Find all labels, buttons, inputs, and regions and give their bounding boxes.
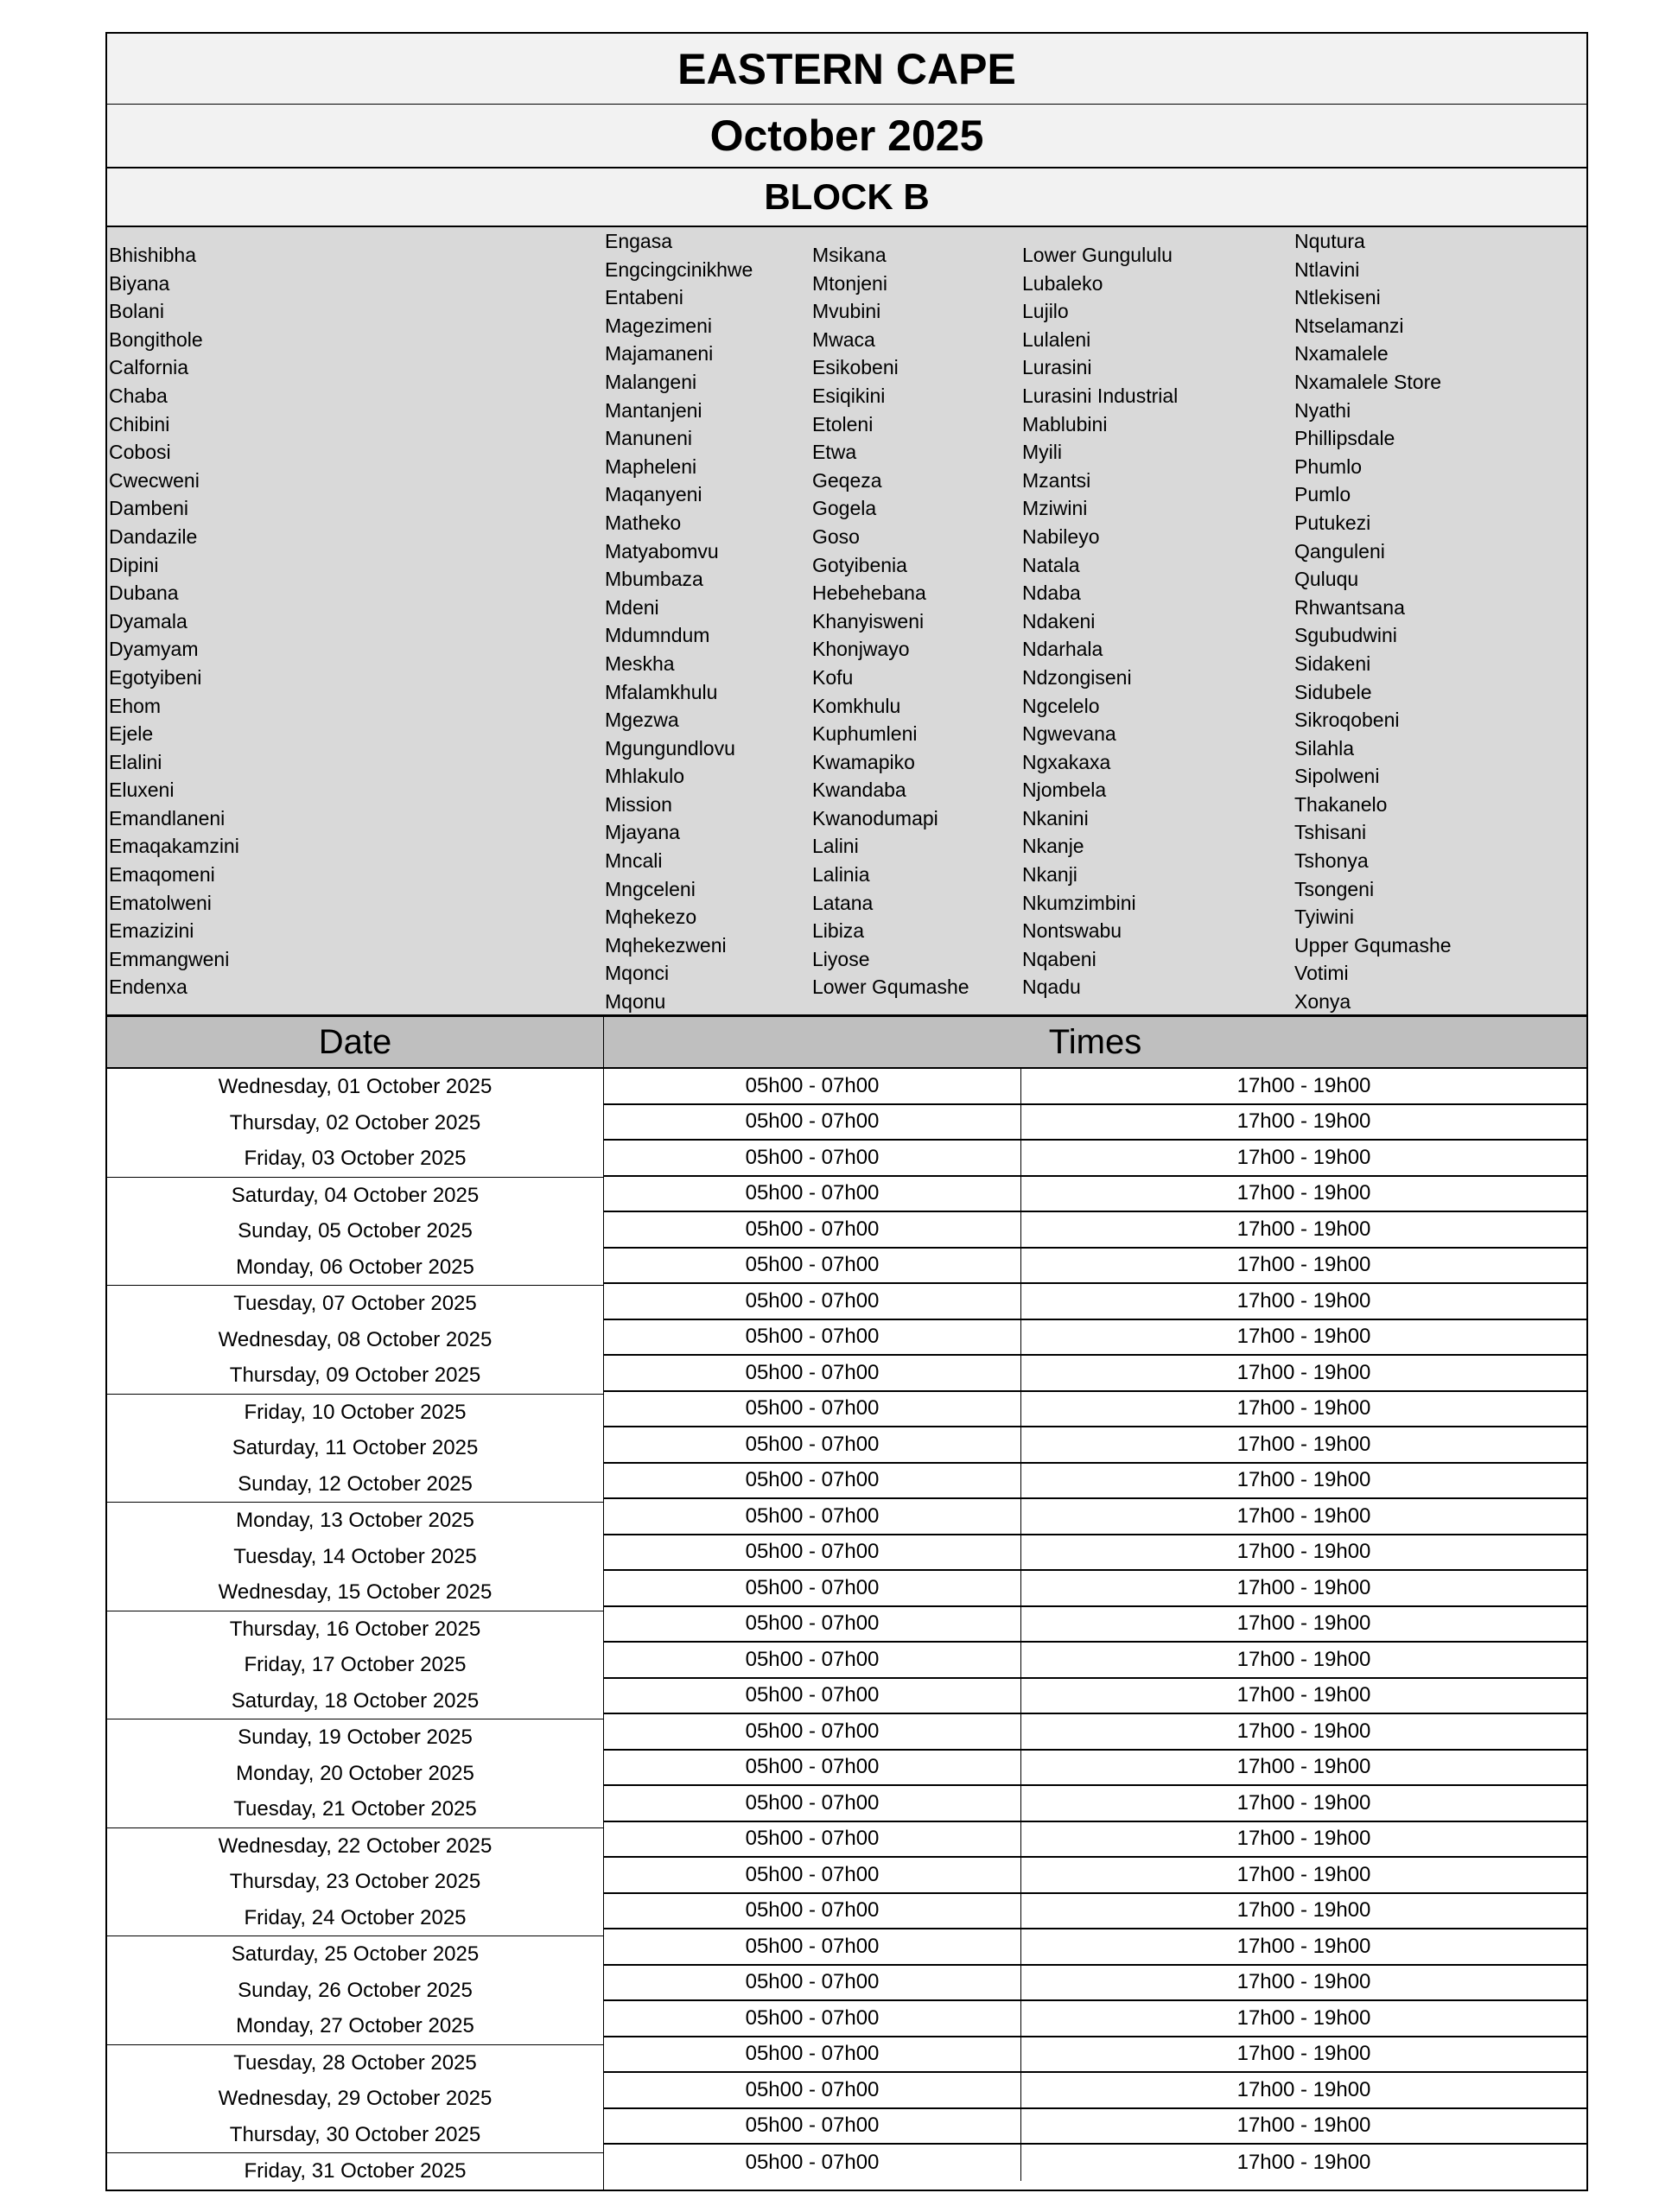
table-row: [604, 1141, 1586, 1177]
morning-slot-cell: 05h00 - 07h00: [604, 1499, 1021, 1534]
table-row: [604, 1356, 1586, 1392]
area-item: Eluxeni: [109, 779, 175, 802]
area-item: Mncali: [605, 849, 663, 873]
areas-list: [107, 227, 1586, 1017]
date-cell: Wednesday, 29 October 2025: [218, 2087, 493, 2110]
area-item: Dambeni: [109, 497, 189, 520]
morning-slot-cell: 05h00 - 07h00: [604, 1069, 1021, 1103]
evening-slot-cell: 17h00 - 19h00: [1236, 1217, 1371, 1241]
morning-slot-cell: 05h00 - 07h00: [604, 1392, 1021, 1427]
evening-slot-cell: 17h00 - 19h00: [1236, 1862, 1371, 1886]
area-item: Matyabomvu: [605, 539, 719, 563]
area-item: Lalini: [812, 835, 859, 858]
area-item: Biyana: [109, 271, 170, 295]
evening-slot-cell: 17h00 - 19h00: [1236, 1934, 1371, 1958]
area-item: Ematolweni: [109, 891, 212, 914]
area-item: Mjayana: [605, 821, 680, 844]
table-row: [604, 1499, 1586, 1535]
schedule-table-header: [107, 1017, 1586, 1069]
date-cell: Wednesday, 15 October 2025: [218, 1580, 493, 1604]
date-group: [107, 2045, 603, 2154]
area-item: Pumlo: [1294, 483, 1351, 506]
table-row: [604, 2145, 1586, 2181]
area-item: Nkanje: [1022, 835, 1084, 858]
area-item: Nxamalele Store: [1294, 370, 1442, 393]
area-item: Rhwantsana: [1294, 595, 1405, 619]
area-item: Emazizini: [109, 919, 194, 943]
table-row: [604, 1858, 1586, 1894]
schedule-table-body: [107, 1069, 1586, 2190]
area-item: Nkanini: [1022, 806, 1089, 830]
evening-slot-cell: 17h00 - 19h00: [1236, 1109, 1371, 1134]
area-item: Nxamalele: [1294, 342, 1389, 365]
area-item: Silahla: [1294, 736, 1355, 760]
area-item: Lubaleko: [1022, 271, 1103, 295]
area-item: Komkhulu: [812, 694, 901, 717]
morning-slot-cell: 05h00 - 07h00: [604, 2109, 1021, 2144]
areas-column-3: [812, 241, 969, 1001]
area-item: Ehom: [109, 694, 162, 717]
area-item: Esiqikini: [812, 384, 886, 407]
area-item: Hebehebana: [812, 582, 926, 605]
table-row: [604, 1929, 1586, 1966]
date-cell: Saturday, 11 October 2025: [232, 1436, 479, 1459]
area-item: Mtonjeni: [812, 271, 887, 295]
area-item: Khonjwayo: [812, 638, 910, 661]
evening-slot-cell: 17h00 - 19h00: [1236, 1432, 1371, 1456]
area-item: Mwaca: [812, 327, 875, 351]
evening-slot-cell: 17h00 - 19h00: [1236, 2150, 1371, 2174]
date-cell: Tuesday, 14 October 2025: [233, 1544, 477, 1568]
morning-slot-cell: 05h00 - 07h00: [604, 2037, 1021, 2072]
evening-slot-cell: 17h00 - 19h00: [1236, 1288, 1371, 1313]
area-item: Phillipsdale: [1294, 427, 1395, 450]
evening-slot-cell: 17h00 - 19h00: [1236, 1683, 1371, 1707]
month-title: October 2025: [107, 105, 1586, 168]
area-item: Geqeza: [812, 468, 882, 492]
area-item: Lower Gungululu: [1022, 244, 1173, 266]
area-item: Tsongeni: [1294, 877, 1375, 900]
area-item: Elalini: [109, 750, 162, 773]
date-cell: Tuesday, 07 October 2025: [233, 1292, 477, 1315]
province-title: EASTERN CAPE: [107, 34, 1586, 105]
date-cell: Friday, 03 October 2025: [244, 1147, 467, 1170]
evening-slot-cell: 17h00 - 19h00: [1236, 1575, 1371, 1599]
morning-slot-cell: 05h00 - 07h00: [604, 1427, 1021, 1462]
area-item: Kwanodumapi: [812, 806, 938, 830]
area-item: Mngceleni: [605, 877, 696, 900]
area-item: Sidubele: [1294, 680, 1372, 703]
morning-slot-cell: 05h00 - 07h00: [604, 1464, 1021, 1498]
area-item: Kwamapiko: [812, 750, 915, 773]
morning-slot-cell: 05h00 - 07h00: [604, 1535, 1021, 1570]
area-item: Lower Gqumashe: [812, 976, 969, 999]
table-row: [604, 1966, 1586, 2002]
morning-slot-cell: 05h00 - 07h00: [604, 1284, 1021, 1319]
morning-slot-cell: 05h00 - 07h00: [604, 1643, 1021, 1677]
area-item: Emaqakamzini: [109, 835, 239, 858]
table-row: [604, 1392, 1586, 1428]
area-item: Chaba: [109, 384, 168, 407]
area-item: Ndarhala: [1022, 638, 1103, 661]
table-row: [604, 1751, 1586, 1787]
area-item: Ndaba: [1022, 582, 1081, 605]
area-item: Msikana: [812, 244, 887, 266]
area-item: Upper Gqumashe: [1294, 933, 1452, 957]
area-item: Lalinia: [812, 863, 870, 887]
evening-slot-cell: 17h00 - 19h00: [1236, 1790, 1371, 1815]
morning-slot-cell: 05h00 - 07h00: [604, 1679, 1021, 1713]
area-item: Votimi: [1294, 962, 1349, 985]
area-item: Qanguleni: [1294, 539, 1385, 563]
area-item: Ntlavini: [1294, 257, 1360, 281]
area-item: Sgubudwini: [1294, 624, 1397, 647]
date-cell: Thursday, 02 October 2025: [229, 1110, 481, 1135]
morning-slot-cell: 05h00 - 07h00: [604, 1141, 1021, 1175]
date-cell: Wednesday, 22 October 2025: [218, 1834, 493, 1858]
evening-slot-cell: 17h00 - 19h00: [1236, 1827, 1371, 1851]
morning-slot-cell: 05h00 - 07h00: [604, 1858, 1021, 1892]
date-cell: Tuesday, 21 October 2025: [233, 1797, 477, 1821]
area-item: Dyamyam: [109, 638, 199, 661]
evening-slot-cell: 17h00 - 19h00: [1236, 1611, 1371, 1636]
evening-slot-cell: 17h00 - 19h00: [1236, 1253, 1371, 1277]
area-item: Nqabeni: [1022, 947, 1096, 970]
area-item: Bolani: [109, 300, 164, 323]
area-item: Nqadu: [1022, 976, 1081, 999]
area-item: Entabeni: [605, 286, 683, 309]
evening-slot-cell: 17h00 - 19h00: [1236, 1468, 1371, 1492]
area-item: Dubana: [109, 582, 179, 605]
area-item: Nqutura: [1294, 230, 1365, 252]
table-row: [604, 1607, 1586, 1643]
evening-slot-cell: 17h00 - 19h00: [1236, 1719, 1371, 1743]
date-cell: Sunday, 26 October 2025: [238, 1978, 473, 2002]
table-row: [604, 1571, 1586, 1607]
table-row: [604, 1249, 1586, 1285]
area-item: Ngwevana: [1022, 722, 1116, 746]
morning-slot-cell: 05h00 - 07h00: [604, 1571, 1021, 1605]
area-item: Mqhekezweni: [605, 933, 727, 957]
area-item: Sipolweni: [1294, 765, 1380, 788]
date-cell: Wednesday, 01 October 2025: [218, 1075, 493, 1098]
date-cell: Saturday, 18 October 2025: [231, 1688, 480, 1713]
area-item: Mgungundlovu: [605, 736, 735, 760]
area-item: Mhlakulo: [605, 765, 685, 788]
area-item: Phumlo: [1294, 454, 1362, 478]
table-row: [604, 1643, 1586, 1679]
area-item: Meskha: [605, 652, 675, 675]
area-item: Thakanelo: [1294, 792, 1388, 816]
area-item: Quluqu: [1294, 568, 1359, 591]
area-item: Engasa: [605, 230, 673, 252]
area-item: Sidakeni: [1294, 652, 1371, 675]
date-cell: Wednesday, 08 October 2025: [218, 1327, 493, 1351]
area-item: Malangeni: [605, 370, 697, 393]
area-item: Ndakeni: [1022, 609, 1096, 632]
table-row: [604, 1464, 1586, 1500]
date-cell: Monday, 13 October 2025: [236, 1509, 474, 1532]
table-row: [604, 2073, 1586, 2109]
table-row: [604, 1427, 1586, 1464]
date-cell: Sunday, 05 October 2025: [238, 1219, 473, 1243]
morning-slot-cell: 05h00 - 07h00: [604, 1177, 1021, 1211]
date-cell: Sunday, 12 October 2025: [238, 1471, 473, 1496]
area-item: Mission: [605, 792, 672, 816]
area-item: Mziwini: [1022, 497, 1088, 520]
area-item: Tyiwini: [1294, 906, 1355, 929]
evening-slot-cell: 17h00 - 19h00: [1236, 2005, 1371, 2030]
date-group: [107, 2153, 603, 2190]
area-item: Gogela: [812, 497, 877, 520]
table-row: [604, 1177, 1586, 1213]
area-item: Nontswabu: [1022, 919, 1122, 943]
area-item: Mdeni: [605, 595, 659, 619]
table-row: [604, 1894, 1586, 1930]
date-group: [107, 1069, 603, 1178]
table-row: [604, 1679, 1586, 1715]
date-group: [107, 1286, 603, 1395]
area-item: Mzantsi: [1022, 468, 1091, 492]
table-row: [604, 2001, 1586, 2037]
area-item: Kofu: [812, 665, 854, 689]
area-item: Manuneni: [605, 427, 693, 450]
block-title: BLOCK B: [107, 168, 1586, 227]
area-item: Emandlaneni: [109, 806, 226, 830]
evening-slot-cell: 17h00 - 19h00: [1236, 1360, 1371, 1384]
area-item: Etwa: [812, 441, 857, 464]
evening-slot-cell: 17h00 - 19h00: [1236, 1396, 1371, 1421]
morning-slot-cell: 05h00 - 07h00: [604, 1320, 1021, 1355]
table-row: [604, 1535, 1586, 1572]
date-group: [107, 1178, 603, 1287]
areas-column-5: [1294, 227, 1452, 1016]
areas-column-2: [605, 227, 753, 1016]
area-item: Libiza: [812, 919, 865, 943]
date-cell: Monday, 27 October 2025: [236, 2014, 474, 2037]
morning-slot-cell: 05h00 - 07h00: [604, 1966, 1021, 2000]
morning-slot-cell: 05h00 - 07h00: [604, 1786, 1021, 1821]
date-group: [107, 1395, 603, 1503]
morning-slot-cell: 05h00 - 07h00: [604, 1607, 1021, 1642]
area-item: Nabileyo: [1022, 524, 1100, 548]
area-item: Lurasini Industrial: [1022, 384, 1179, 407]
area-item: Cwecweni: [109, 468, 200, 492]
area-item: Mqhekezo: [605, 906, 697, 929]
area-item: Emmangweni: [109, 947, 230, 970]
area-item: Mvubini: [812, 300, 881, 323]
area-item: Dyamala: [109, 609, 188, 632]
area-item: Goso: [812, 524, 860, 548]
table-row: [604, 2109, 1586, 2145]
area-item: Tshisani: [1294, 821, 1367, 844]
date-cell: Tuesday, 28 October 2025: [233, 2050, 477, 2075]
area-item: Mfalamkhulu: [605, 680, 718, 703]
areas-column-1: [109, 241, 239, 1001]
area-item: Natala: [1022, 553, 1080, 576]
date-cell: Thursday, 30 October 2025: [229, 2122, 481, 2146]
area-item: Calfornia: [109, 356, 189, 379]
evening-slot-cell: 17h00 - 19h00: [1236, 1181, 1371, 1205]
date-cell: Monday, 20 October 2025: [236, 1761, 474, 1785]
area-item: Ntlekiseni: [1294, 286, 1381, 309]
date-cell: Friday, 17 October 2025: [244, 1653, 467, 1676]
area-item: Ngcelelo: [1022, 694, 1100, 717]
table-row: [604, 1786, 1586, 1822]
date-cell: Friday, 31 October 2025: [244, 2159, 467, 2183]
area-item: Mqonci: [605, 962, 670, 985]
date-cell: Saturday, 25 October 2025: [231, 1942, 480, 1966]
evening-slot-cell: 17h00 - 19h00: [1236, 1647, 1371, 1671]
areas-column-4: [1022, 241, 1178, 1001]
area-item: Matheko: [605, 511, 682, 534]
date-group: [107, 1936, 603, 2045]
evening-slot-cell: 17h00 - 19h00: [1236, 2077, 1371, 2101]
area-item: Lurasini: [1022, 356, 1092, 379]
table-row: [604, 2037, 1586, 2074]
area-item: Kuphumleni: [812, 722, 918, 746]
area-item: Emaqomeni: [109, 863, 215, 887]
area-item: Cobosi: [109, 441, 171, 464]
area-item: Nkumzimbini: [1022, 891, 1136, 914]
date-group: [107, 1503, 603, 1611]
table-row: [604, 1822, 1586, 1859]
date-cell: Thursday, 09 October 2025: [229, 1363, 481, 1387]
area-item: Khanyisweni: [812, 609, 925, 632]
loadshedding-schedule-sheet: [105, 32, 1588, 2191]
date-group: [107, 1828, 603, 1937]
area-item: Dipini: [109, 553, 159, 576]
morning-slot-cell: 05h00 - 07h00: [604, 1714, 1021, 1749]
area-item: Lulaleni: [1022, 327, 1091, 351]
morning-slot-cell: 05h00 - 07h00: [604, 1212, 1021, 1247]
evening-slot-cell: 17h00 - 19h00: [1236, 1503, 1371, 1528]
evening-slot-cell: 17h00 - 19h00: [1236, 1540, 1371, 1564]
morning-slot-cell: 05h00 - 07h00: [604, 2001, 1021, 2036]
evening-slot-cell: 17h00 - 19h00: [1236, 1325, 1371, 1349]
table-row: [604, 1320, 1586, 1357]
table-row: [604, 1105, 1586, 1141]
area-item: Lujilo: [1022, 300, 1069, 323]
evening-slot-cell: 17h00 - 19h00: [1236, 2042, 1371, 2066]
area-item: Bongithole: [109, 327, 203, 351]
date-column-header: Date: [107, 1017, 604, 1067]
date-cell: Thursday, 23 October 2025: [229, 1870, 481, 1893]
evening-slot-cell: 17h00 - 19h00: [1236, 1898, 1371, 1923]
date-cell: Saturday, 04 October 2025: [231, 1183, 480, 1207]
date-cell: Friday, 10 October 2025: [244, 1400, 467, 1424]
date-cell: Friday, 24 October 2025: [244, 1905, 467, 1929]
area-item: Engcingcinikhwe: [605, 257, 753, 281]
morning-slot-cell: 05h00 - 07h00: [604, 2073, 1021, 2107]
area-item: Mdumndum: [605, 624, 710, 647]
evening-slot-cell: 17h00 - 19h00: [1236, 2113, 1371, 2138]
date-cell: Thursday, 16 October 2025: [229, 1617, 481, 1641]
area-item: Xonya: [1294, 990, 1351, 1014]
morning-slot-cell: 05h00 - 07h00: [604, 1356, 1021, 1390]
area-item: Bhishibha: [109, 244, 197, 266]
table-row: [604, 1069, 1586, 1105]
area-item: Putukezi: [1294, 511, 1371, 534]
morning-slot-cell: 05h00 - 07h00: [604, 1929, 1021, 1964]
area-item: Mablubini: [1022, 412, 1108, 435]
area-item: Ntselamanzi: [1294, 314, 1404, 337]
area-item: Gotyibenia: [812, 553, 907, 576]
area-item: Majamaneni: [605, 342, 714, 365]
morning-slot-cell: 05h00 - 07h00: [604, 2145, 1021, 2181]
area-item: Ngxakaxa: [1022, 750, 1111, 773]
evening-slot-cell: 17h00 - 19h00: [1236, 1073, 1371, 1097]
date-group: [107, 1611, 603, 1720]
area-item: Mgezwa: [605, 709, 679, 732]
table-row: [604, 1714, 1586, 1751]
morning-slot-cell: 05h00 - 07h00: [604, 1249, 1021, 1283]
area-item: Esikobeni: [812, 356, 899, 379]
area-item: Mbumbaza: [605, 568, 703, 591]
area-item: Njombela: [1022, 779, 1107, 802]
table-row: [604, 1284, 1586, 1320]
area-item: Maqanyeni: [605, 483, 702, 506]
area-item: Nkanji: [1022, 863, 1077, 887]
area-item: Endenxa: [109, 976, 188, 999]
area-item: Chibini: [109, 412, 170, 435]
area-item: Kwandaba: [812, 779, 906, 802]
times-column-header: Times: [1048, 1022, 1142, 1061]
area-item: Magezimeni: [605, 314, 712, 337]
area-item: Tshonya: [1294, 849, 1369, 873]
area-item: Mqonu: [605, 990, 666, 1014]
morning-slot-cell: 05h00 - 07h00: [604, 1751, 1021, 1785]
evening-slot-cell: 17h00 - 19h00: [1236, 1145, 1371, 1169]
area-item: Nyathi: [1294, 398, 1351, 422]
date-column: [107, 1069, 604, 2190]
morning-slot-cell: 05h00 - 07h00: [604, 1894, 1021, 1929]
date-group: [107, 1719, 603, 1828]
area-item: Sikroqobeni: [1294, 709, 1400, 732]
area-item: Myili: [1022, 441, 1062, 464]
times-column: [604, 1069, 1586, 2190]
evening-slot-cell: 17h00 - 19h00: [1236, 1970, 1371, 1994]
area-item: Mapheleni: [605, 454, 697, 478]
evening-slot-cell: 17h00 - 19h00: [1236, 1755, 1371, 1779]
area-item: Etoleni: [812, 412, 874, 435]
morning-slot-cell: 05h00 - 07h00: [604, 1822, 1021, 1857]
area-item: Ejele: [109, 722, 154, 746]
date-cell: Sunday, 19 October 2025: [238, 1726, 473, 1749]
area-item: Ndzongiseni: [1022, 665, 1132, 689]
area-item: Liyose: [812, 947, 870, 970]
area-item: Dandazile: [109, 524, 198, 548]
table-row: [604, 1212, 1586, 1249]
morning-slot-cell: 05h00 - 07h00: [604, 1105, 1021, 1140]
date-cell: Monday, 06 October 2025: [236, 1255, 474, 1279]
area-item: Egotyibeni: [109, 665, 202, 689]
area-item: Mantanjeni: [605, 398, 702, 422]
area-item: Latana: [812, 891, 874, 914]
